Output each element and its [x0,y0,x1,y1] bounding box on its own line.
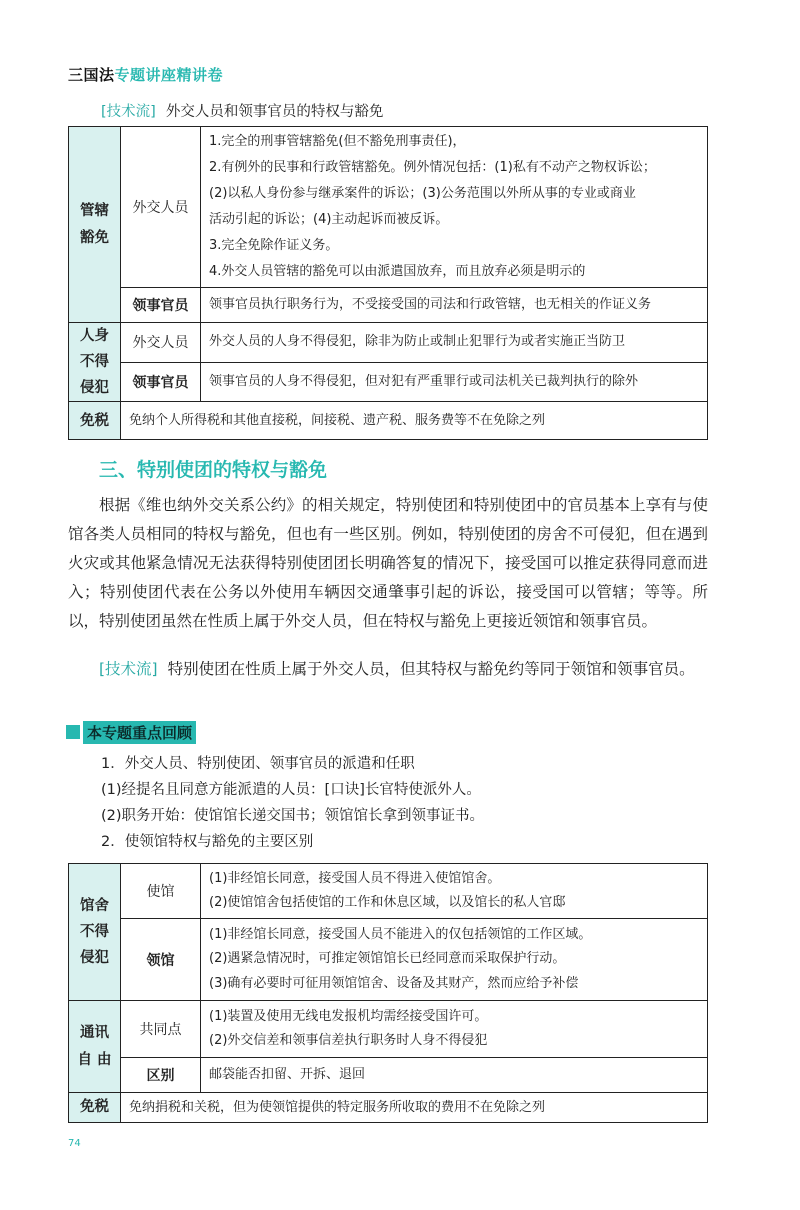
page-number: 74 [68,1138,81,1149]
tip-line [101,99,383,127]
tip-paragraph [68,655,708,684]
content-line: (3)确有必要时可征用领馆馆舍、设备及其财产，然而应给予补偿 [209,975,579,991]
mission-consulate-table [68,863,708,1123]
row-content [201,864,708,919]
label-line: 自 由 [77,1051,112,1068]
row-content [201,919,708,1001]
list-item: (1)经提名且同意方能派遣的人员：[口诀]长官特使派外人。 [101,782,481,798]
tip-text: 特别使团在性质上属于外交人员，但其特权与豁免约等同于领馆和领事官员。 [167,660,695,678]
label-line: 馆舍 [80,897,109,914]
table-row [69,919,708,1001]
label-line: 侵犯 [80,380,109,397]
privileges-table [68,126,708,440]
row-content: 领事官员执行职务行为，不受接受国的司法和行政管辖，也无相关的作证义务 [201,288,708,323]
table-row [69,1058,708,1093]
section-label-tax: 免税 [69,1093,121,1123]
row-subject: 区别 [121,1058,201,1093]
content-line: (1)非经馆长同意，接受国人员不得进入使馆馆舍。 [209,870,501,886]
review-heading [66,721,196,743]
list-item: (2)职务开始：使馆馆长递交国书；领馆馆长拿到领事证书。 [101,808,485,824]
label-line: 不得 [80,354,109,371]
row-subject: 领事官员 [121,362,201,402]
row-content: 外交人员的人身不得侵犯，除非为防止或制止犯罪行为或者实施正当防卫 [201,323,708,363]
list-item: 1．外交人员、特别使团、领事官员的派遣和任职 [101,756,415,772]
header-subject: 三国法 [68,66,115,84]
table-row [69,402,708,440]
label-line: 管辖 [80,203,109,220]
content-line: (1)非经馆长同意，接受国人员不能进入的仅包括领馆的工作区域。 [209,927,592,943]
label-line: 不得 [80,923,109,940]
section-paragraph [68,491,708,636]
page-header [68,64,223,85]
section-label-inviolability [69,323,121,402]
row-subject: 领馆 [121,919,201,1001]
table-row [69,864,708,919]
row-subject: 使馆 [121,864,201,919]
table-row [69,1093,708,1123]
section-label-communication [69,1001,121,1093]
row-subject: 外交人员 [121,127,201,288]
content-line: (1)装置及使用无线电发报机均需经接受国许可。 [209,1008,488,1024]
row-subject: 外交人员 [121,323,201,363]
content-line: (2)遇紧急情况时，可推定领馆馆长已经同意而采取保护行动。 [209,951,566,967]
section-label-tax: 免税 [69,402,121,440]
row-content: 免纳个人所得税和其他直接税，间接税、遗产税、服务费等不在免除之列 [121,402,708,440]
tip-text: 外交人员和领事官员的特权与豁免 [165,104,384,120]
row-content: 免纳捐税和关税，但为使领馆提供的特定服务所收取的费用不在免除之列 [121,1093,708,1123]
row-content: 领事官员的人身不得侵犯，但对犯有严重罪行或司法机关已裁判执行的除外 [201,362,708,402]
content-line: (2)以私人身份参与继承案件的诉讼；(3)公务范围以外所从事的专业或商业 [209,186,636,201]
content-line: 2.有例外的民事和行政管辖豁免。例外情况包括：(1)私有不动产之物权诉讼； [209,160,656,175]
label-line: 通讯 [80,1025,109,1042]
label-line: 侵犯 [80,950,109,967]
content-line: 3.完全免除作证义务。 [209,238,339,253]
content-line: (2)使馆馆舍包括使馆的工作和休息区域，以及馆长的私人官邸 [209,895,566,910]
table-row [69,127,708,288]
table-row [69,1001,708,1058]
content-line: 活动引起的诉讼；(4)主动起诉而被反诉。 [209,212,449,227]
label-line: 豁免 [80,229,109,246]
review-title: 本专题重点回顾 [83,721,196,744]
table-row [69,362,708,402]
tip-tag: [技术流] [101,104,156,120]
paragraph-text: 根据《维也纳外交关系公约》的相关规定，特别使团和特别使团中的官员基本上享有与使馆各类人员相同的特权与豁免，但也有一些区别。例如，特别使团的房舍不可侵犯，但在遇到火灾或其他紧急情况无法获得特别使团团长明确答复的情况下，接受国可以推定获得同意而进入；特别使团代表在公务以外使用车辆因交通肇事引起的诉讼，接受国可以管辖；等等。所以，特别使团虽然在性质上属于外交人员，但在特权与豁免上更接近领馆和领事官员。 [68,496,708,630]
section-label-premises [69,864,121,1001]
row-content: 邮袋能否扣留、开拆、退回 [201,1058,708,1093]
content-line: 4.外交人员管辖的豁免可以由派遣国放弃，而且放弃必须是明示的 [209,264,586,279]
row-content [201,1001,708,1058]
table-row [69,323,708,363]
table-row [69,288,708,323]
content-line: 1.完全的刑事管辖豁免(但不豁免刑事责任)， [209,134,466,149]
header-series: 专题讲座精讲卷 [114,66,224,84]
tip-tag: [技术流] [99,660,158,678]
section-title: 三、特别使团的特权与豁免 [99,459,328,481]
row-subject: 领事官员 [121,288,201,323]
content-line: (2)外交信差和领事信差执行职务时人身不得侵犯 [209,1033,488,1048]
row-content [201,127,708,288]
review-list [101,751,484,855]
label-line: 人身 [80,328,109,344]
section-label-jurisdiction [69,127,121,323]
row-subject: 共同点 [121,1001,201,1058]
list-item: 2．使领馆特权与豁免的主要区别 [101,834,314,850]
square-icon [66,725,80,739]
